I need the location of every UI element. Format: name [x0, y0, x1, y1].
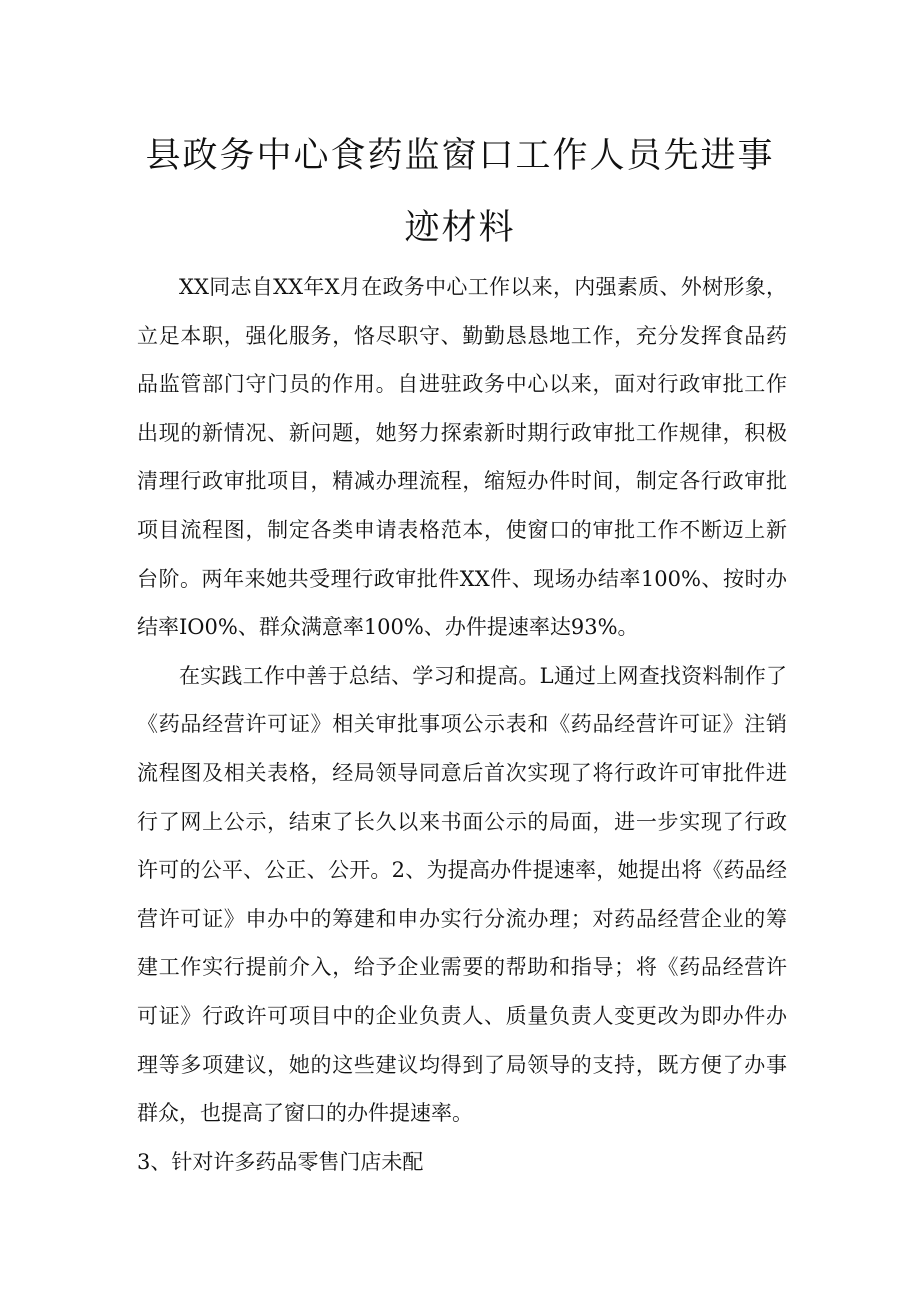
paragraph-3: 3、针对许多药品零售门店未配: [137, 1149, 424, 1174]
document-title-line-1: 县政务中心食药监窗口工作人员先进事: [145, 136, 775, 176]
paragraph-2: 在实践工作中善于总结、学习和提高。L通过上网查找资料制作了《药品经营许可证》相关审批事项公示表和《药品经营许可证》注销流程图及相关表格，经局领导同意后首次实现了将行政许可审批件进行了网上公示，结束了长久以来书面公示的局面，进一步实现了行政许可的公平、公正、公开。2、为提高办件提速率，她提出将《药品经营许可证》申办中的筹建和申办实行分流办理；对药品经营企业的筹建工作实行提前介入，给予企业需要的帮助和指导；将《药品经营许可证》行政许可项目中的企业负责人、质量负责人变更改为即办件办理等多项建议，她的这些建议均得到了局领导的支持，既方便了办事群众，也提高了窗口的办件提速率。: [137, 663, 787, 1126]
document-body: [137, 263, 787, 1186]
paragraph-1: XX同志自XX年X月在政务中心工作以来，内强素质、外树形象，立足本职，强化服务，恪尽职守、勤勤恳恳地工作，充分发挥食品药品监管部门守门员的作用。自进驻政务中心以来，面对行政审批工作出现的新情况、新问题，她努力探索新时期行政审批工作规律，积极清理行政审批项目，精减办理流程，缩短办件时间，制定各行政审批项目流程图，制定各类申请表格范本，使窗口的审批工作不断迈上新台阶。两年来她共受理行政审批件XX件、现场办结率100%、按时办结率IO0%、群众满意率100%、办件提速率达93%。: [137, 275, 787, 640]
document-title-line-2: 迹材料: [404, 208, 516, 248]
